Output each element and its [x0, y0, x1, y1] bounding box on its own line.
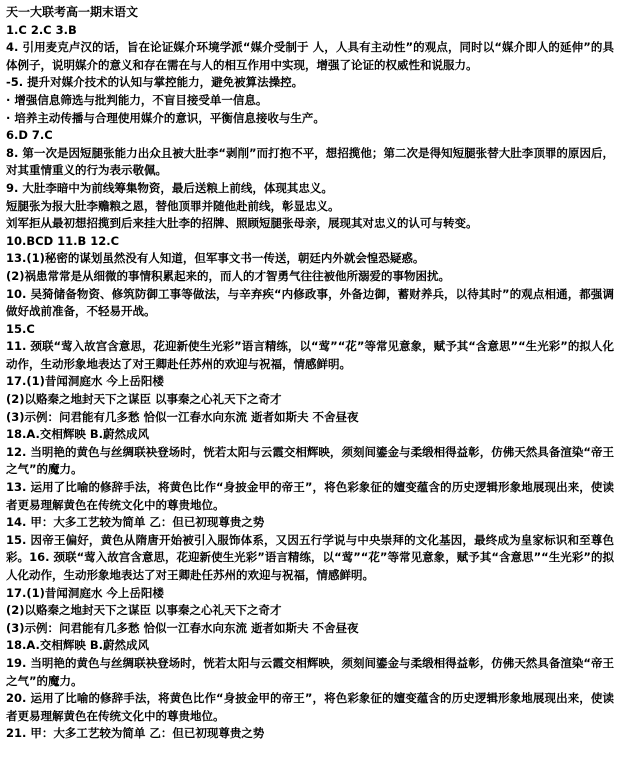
answer-line: (2)祸患常常是从细微的事情积累起来的，而人的才智勇气往往被他所溺爱的事物困扰。 — [6, 268, 451, 283]
answer-line: 15. 因帝王偏好，黄色从隋唐开始被引入服饰体系，又因五行学说与中央崇拜的文化基因，最终成为皇家标识和至尊色彩。16. 颈联“莺入故宫含意思，花迎新使生光彩”语言精练，以“莺”“花”等常见意象，赋予其“含意思”“生光彩”的拟人化动作，生动形象地表达了对王卿赴任苏州的欢迎与祝福，情感鲜明。 — [6, 532, 614, 582]
answer-line: (3)示例：问君能有几多愁 恰似一江春水向东流 逝者如斯夫 不舍昼夜 — [6, 620, 359, 635]
answer-line: · 培养主动传播与合理使用媒介的意识，平衡信息接收与生产。 — [6, 110, 325, 125]
answer-line: 4. 引用麦克卢汉的话，旨在论证媒介环境学派“媒介受制于 人，人具有主动性”的观点，同时以“媒介即人的延伸”的具体例子，说明媒介的意义和存在需在与人的相互作用中实现，增强了论证的权威性和说服力。 — [6, 40, 614, 72]
answer-line: 15.C — [6, 321, 35, 336]
answer-line: (2)以赂秦之地封天下之谋臣 以事秦之心礼天下之奇才 — [6, 392, 282, 407]
document-title: 天一大联考高一期末语文 — [6, 5, 139, 19]
answer-line: 13.(1)秘密的谋划虽然没有人知道，但军事文书一传送，朝廷内外就会惶恐疑惑。 — [6, 251, 425, 266]
answer-line: 1.C 2.C 3.B — [6, 22, 77, 37]
answer-line: 19. 当明艳的黄色与丝绸联袂登场时，恍若太阳与云霞交相辉映，须刻间鎏金与柔缎相得益彰，仿佛天然具备渲染“帝王之气”的魔力。 — [6, 655, 614, 688]
answer-line: (3)示例：问君能有几多愁 恰似一江春水向东流 逝者如斯夫 不舍昼夜 — [6, 409, 359, 424]
answer-line: 10. 吴猗储备物资、修筑防御工事等做法，与辛弃疾“内修政事，外备边御，蓄财养兵，以待其时”的观点相通，都强调做好战前准备，不轻易开战。 — [6, 286, 614, 319]
answer-lines — [6, 22, 614, 743]
answer-line: 短腿张为报大肚李赡粮之恩，替他顶罪并随他赴前线，彰显忠义。 — [6, 198, 340, 213]
answer-line: 8. 第一次是因短腿张能力出众且被大肚李“剥削”而打抱不平，想招揽他；第二次是得知短腿张替大肚李顶罪的原因后，对其重情重义的行为表示敬佩。 — [6, 145, 614, 178]
answer-line: 11. 颈联“莺入故宫含意思，花迎新使生光彩”语言精练，以“莺”“花”等常见意象，赋予其“含意思”“生光彩”的拟人化动作，生动形象地表达了对王卿赴任苏州的欢迎与祝福，情感鲜明。 — [6, 339, 614, 371]
answer-line: 18.A.交相辉映 B.蔚然成风 — [6, 638, 149, 653]
answer-line: 20. 运用了比喻的修辞手法，将黄色比作“身披金甲的帝王”，将色彩象征的嬗变蕴含的历史逻辑形象地展现出来，使读者更易理解黄色在传统文化中的尊贵地位。 — [6, 691, 614, 723]
answer-line: 17.(1)昔闻洞庭水 今上岳阳楼 — [6, 585, 164, 600]
answer-line: 17.(1)昔闻洞庭水 今上岳阳楼 — [6, 374, 164, 389]
answer-line: 13. 运用了比喻的修辞手法，将黄色比作“身披金甲的帝王”，将色彩象征的嬗变蕴含的历史逻辑形象地展现出来，使读者更易理解黄色在传统文化中的尊贵地位。 — [6, 480, 614, 512]
answer-line: (2)以赂秦之地封天下之谋臣 以事秦之心礼天下之奇才 — [6, 603, 282, 618]
answer-line: -5. 提升对媒介技术的认知与掌控能力，避免被算法操控。 — [6, 75, 304, 90]
answer-line: 9. 大肚李暗中为前线筹集物资，最后送粮上前线，体现其忠义。 — [6, 180, 333, 195]
answer-line: 刘军拒从最初想招揽到后来挂大肚李的招牌、照顾短腿张母亲，展现其对忠义的认可与转变。 — [6, 216, 478, 231]
answer-line: 10.BCD 11.B 12.C — [6, 233, 120, 248]
answer-line: 12. 当明艳的黄色与丝绸联袂登场时，恍若太阳与云霞交相辉映，须刻间鎏金与柔缎相得益彰，仿佛天然具备渲染“帝王之气”的魔力。 — [6, 444, 614, 477]
answer-line: · 增强信息筛选与批判能力，不盲目接受单一信息。 — [6, 92, 268, 107]
answer-line: 14. 甲：大多工艺较为简单 乙：但已初现尊贵之势 — [6, 515, 265, 530]
answer-line: 21. 甲：大多工艺较为简单 乙：但已初现尊贵之势 — [6, 726, 265, 741]
answer-line: 18.A.交相辉映 B.蔚然成风 — [6, 427, 149, 442]
answer-line: 6.D 7.C — [6, 128, 53, 143]
